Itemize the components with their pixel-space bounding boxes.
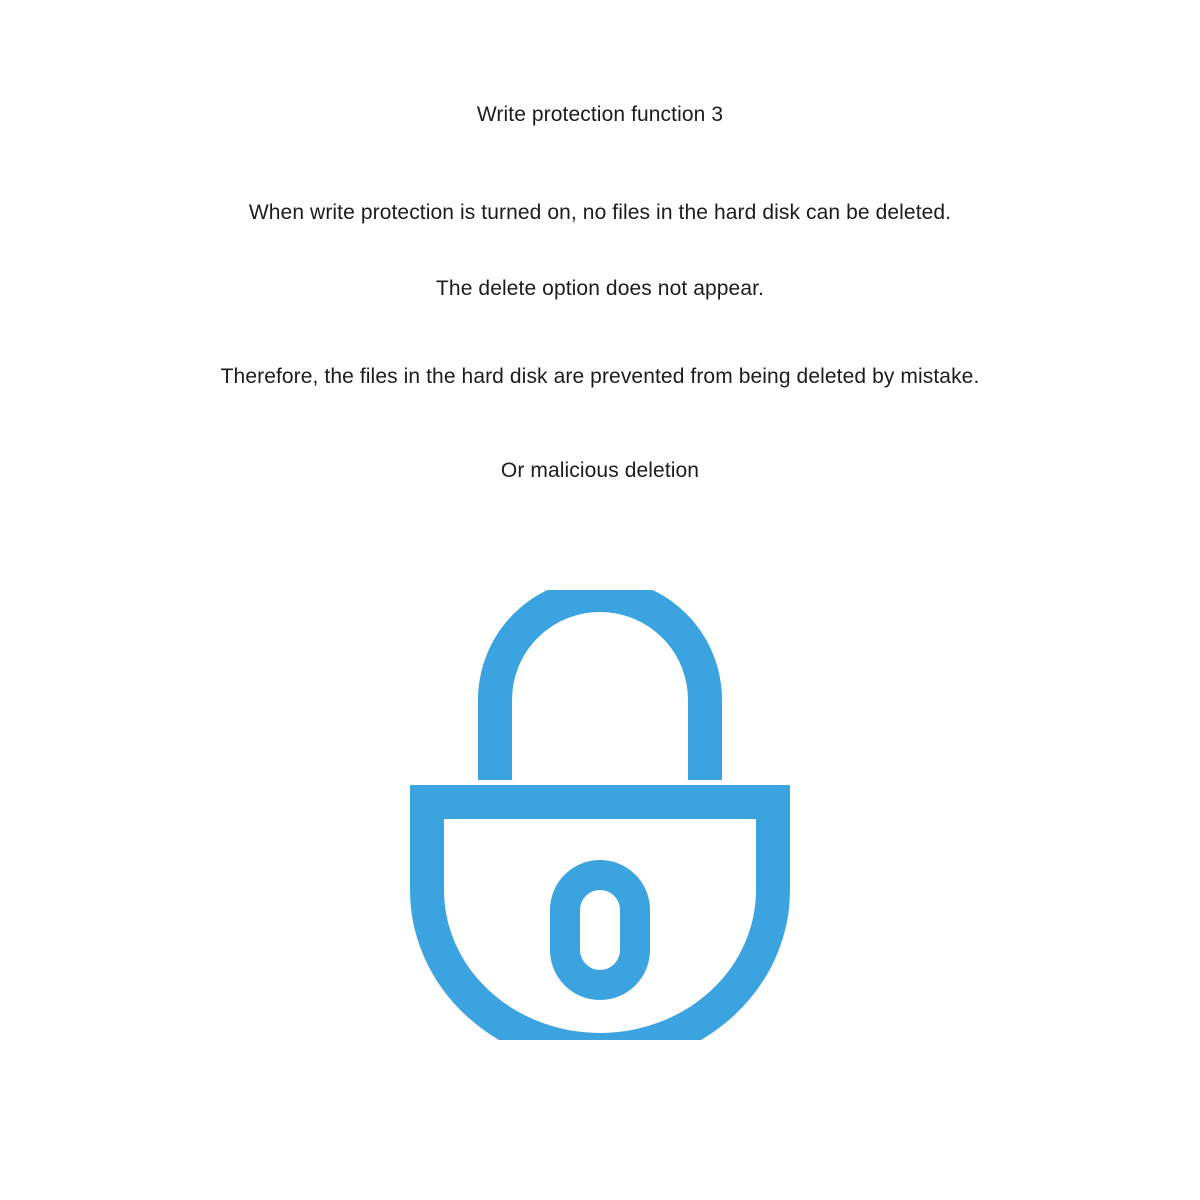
page-title-text: Write protection function 3 [476,103,724,126]
description-line-4 [0,456,1200,486]
description-line-3 [0,362,1200,392]
padlock-icon [410,590,790,1040]
page-title [0,100,1200,130]
padlock-graphic [0,590,1200,1040]
description-line-2-text: The delete option does not appear. [436,277,764,300]
description-line-3-text: Therefore, the files in the hard disk are prevented from being deleted by mistake. [220,365,980,388]
description-line-4-text: Or malicious deletion [500,459,700,482]
description-line-1 [0,198,1200,228]
description-line-2 [0,274,1200,304]
description-line-1-text: When write protection is turned on, no files in the hard disk can be deleted. [248,201,952,224]
